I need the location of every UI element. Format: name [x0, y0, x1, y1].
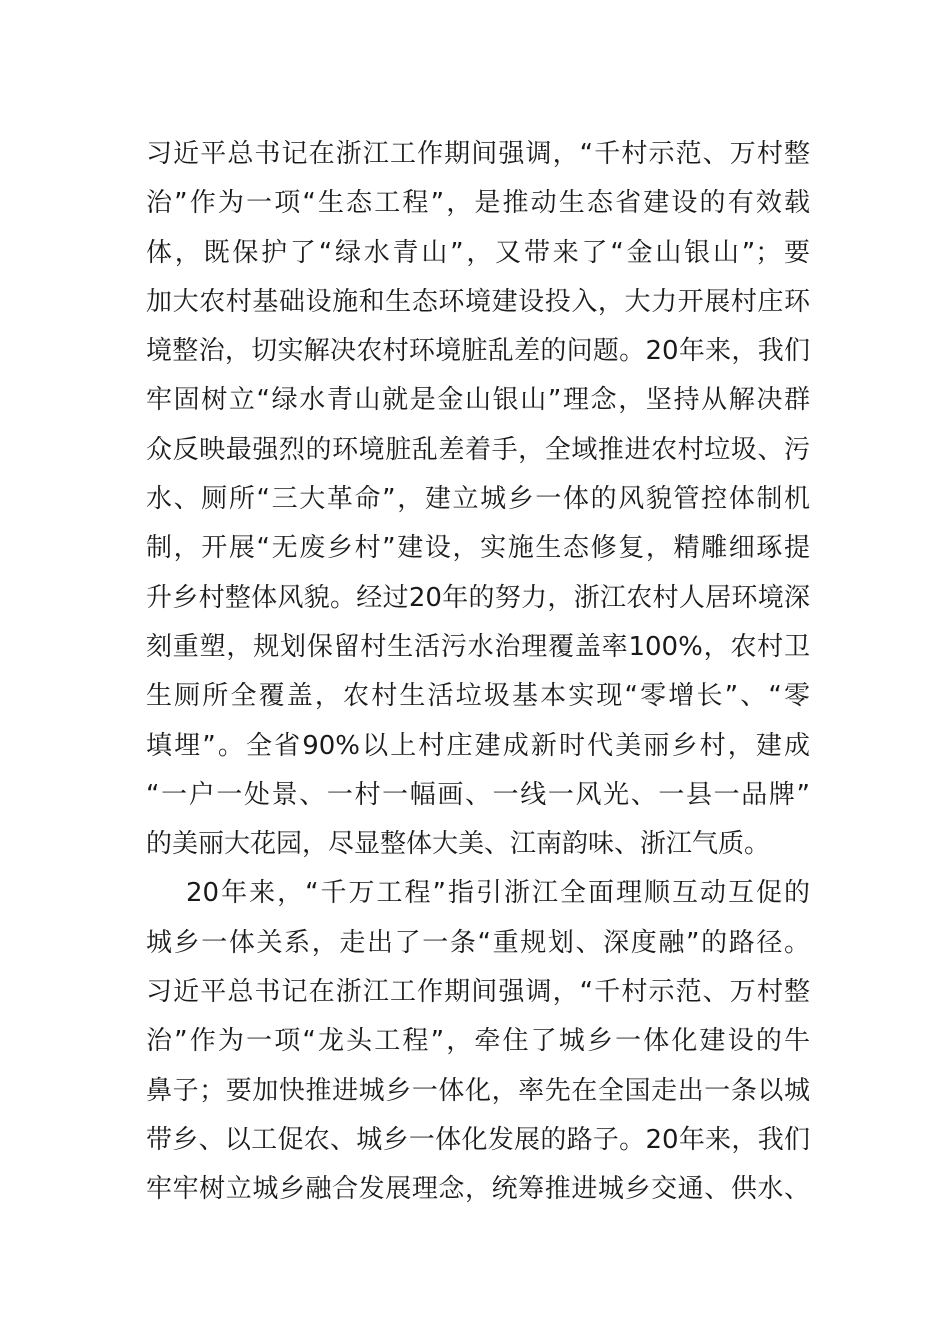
text-line: 的美丽大花园，尽显整体大美、江南韵味、浙江气质。	[146, 829, 771, 860]
text-line: 带乡、以工促农、城乡一体化发展的路子。20年来，我们	[146, 1124, 810, 1155]
text-line: 鼻子；要加快推进城乡一体化，率先在全国走出一条以城	[146, 1075, 810, 1106]
text-line: 制，开展“无废乡村”建设，实施生态修复，精雕细琢提	[146, 533, 810, 564]
text-line: 填埋”。全省90%以上村庄建成新时代美丽乡村，建成	[146, 730, 810, 761]
text-line: 升乡村整体风貌。经过20年的努力，浙江农村人居环境深	[146, 582, 810, 613]
text-line: “一户一处景、一村一幅画、一线一风光、一县一品牌”	[146, 779, 810, 810]
body-text	[146, 130, 810, 1215]
text-line: 众反映最强烈的环境脏乱差着手，全域推进农村垃圾、污	[146, 434, 810, 465]
text-line: 习近平总书记在浙江工作期间强调，“千村示范、万村整	[146, 139, 810, 169]
text-line: 体，既保护了“绿水青山”，又带来了“金山银山”；要	[146, 237, 810, 268]
text-line: 加大农村基础设施和生态环境建设投入，大力开展村庄环	[146, 286, 810, 317]
text-line: 生厕所全覆盖，农村生活垃圾基本实现“零增长”、“零	[146, 681, 810, 712]
text-line: 治”作为一项“生态工程”，是推动生态省建设的有效载	[146, 188, 810, 219]
text-line: 水、厕所“三大革命”，建立城乡一体的风貌管控体制机	[146, 484, 810, 515]
text-line: 20年来，“千万工程”指引浙江全面理顺互动互促的	[186, 878, 810, 909]
text-line: 牢牢树立城乡融合发展理念，统筹推进城乡交通、供水、	[146, 1174, 810, 1205]
text-line: 习近平总书记在浙江工作期间强调，“千村示范、万村整	[146, 977, 810, 1008]
text-line: 境整治，切实解决农村环境脏乱差的问题。20年来，我们	[146, 336, 810, 367]
text-line: 牢固树立“绿水青山就是金山银山”理念，坚持从解决群	[146, 385, 810, 416]
text-line: 刻重塑，规划保留村生活污水治理覆盖率100%，农村卫	[146, 631, 810, 662]
text-line: 治”作为一项“龙头工程”，牵住了城乡一体化建设的牛	[146, 1026, 810, 1057]
text-line: 城乡一体关系，走出了一条“重规划、深度融”的路径。	[146, 927, 810, 958]
